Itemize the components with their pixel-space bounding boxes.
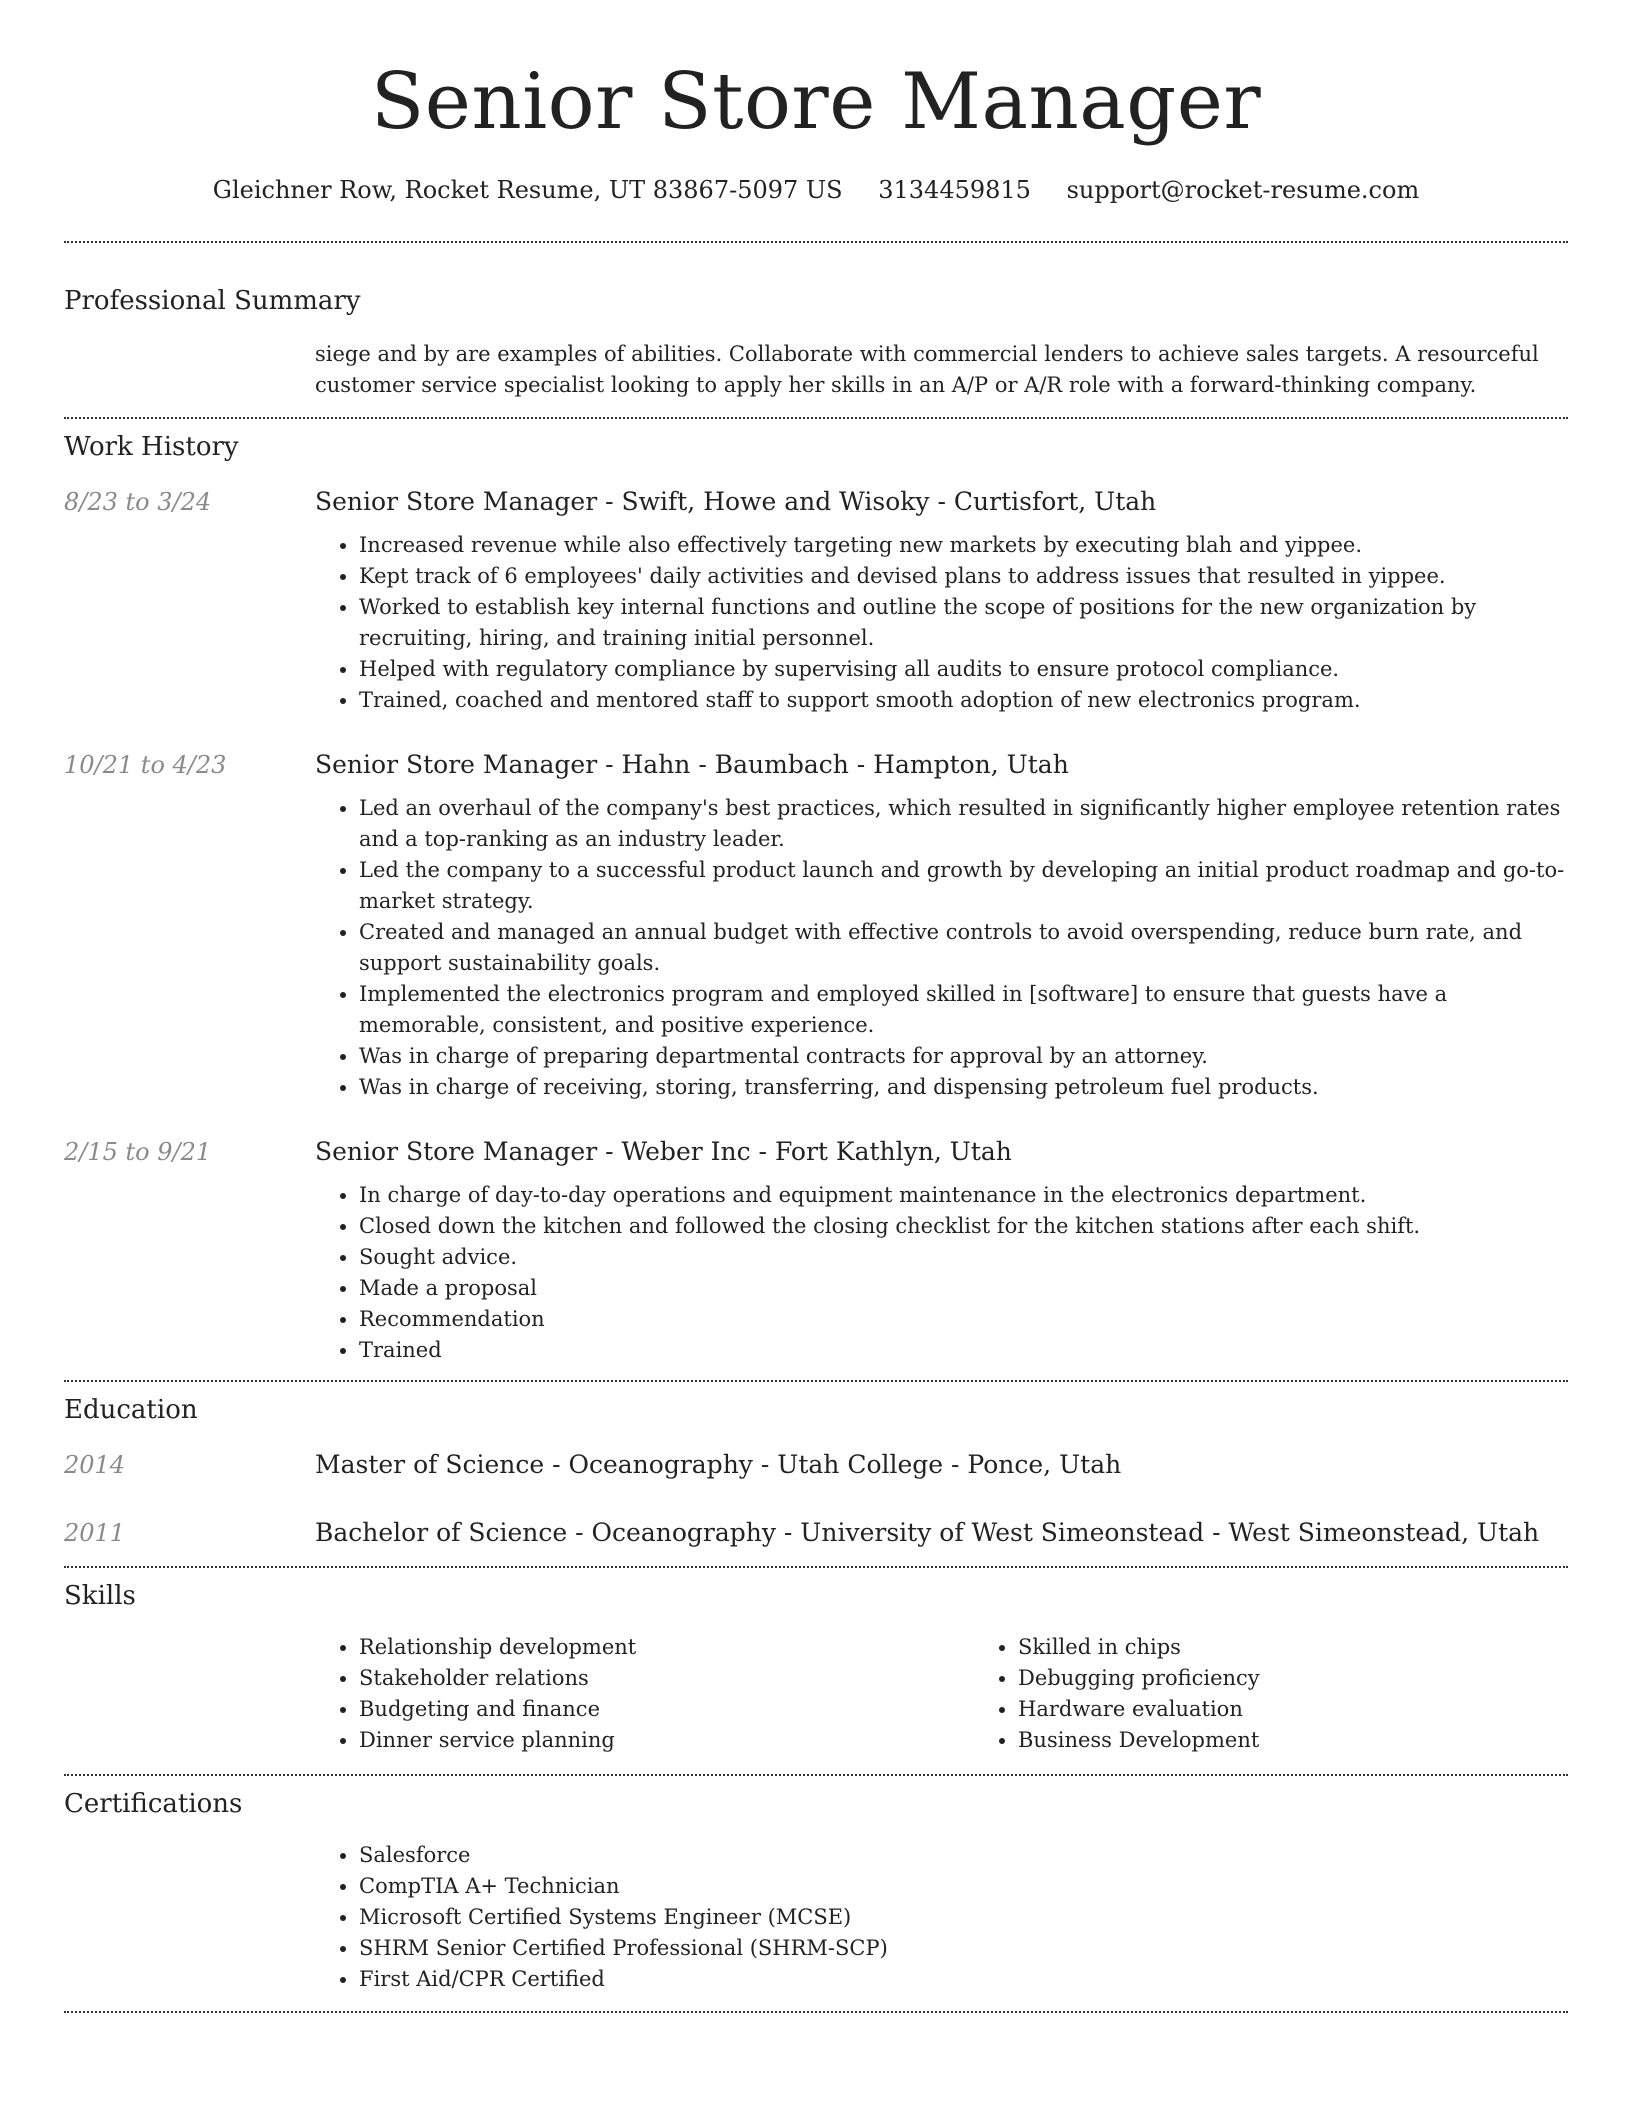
job-dates: 10/21 to 4/23 (64, 751, 227, 779)
divider (64, 1380, 1568, 1382)
skill-item: • Business Development (1018, 1725, 1632, 1756)
job-bullets (315, 530, 1568, 716)
section-title-certifications: Certifications (64, 1789, 243, 1819)
skill-item: • Stakeholder relations (359, 1663, 974, 1694)
certification-item: • SHRM Senior Certified Professional (SHRM-SCP) (359, 1933, 1568, 1964)
skill-item: • Relationship development (359, 1632, 974, 1663)
certifications-list (315, 1840, 1568, 1995)
skill-item: • Debugging proficiency (1018, 1663, 1632, 1694)
job-heading: Senior Store Manager - Weber Inc - Fort Kathlyn, Utah (315, 1137, 1012, 1166)
section-title-work-history: Work History (64, 432, 239, 462)
skill-item: • Dinner service planning (359, 1725, 974, 1756)
job-bullet: • Sought advice. (359, 1242, 1568, 1273)
job-bullets (315, 1180, 1568, 1366)
resume-name: Senior Store Manager (370, 57, 1262, 147)
job-bullet: • Helped with regulatory compliance by supervising all audits to ensure protocol compliance. (359, 654, 1568, 685)
job-entry (64, 485, 1568, 716)
divider (64, 2011, 1568, 2013)
job-bullet: • Kept track of 6 employees' daily activities and devised plans to address issues that resulted in yippee. (359, 561, 1568, 592)
education-degree: Master of Science - Oceanography - Utah College - Ponce, Utah (315, 1450, 1122, 1479)
skills-spacer (64, 1632, 315, 1756)
section-title-summary: Professional Summary (64, 286, 361, 316)
job-bullet: • In charge of day-to-day operations and equipment maintenance in the electronics department. (359, 1180, 1568, 1211)
certification-item: • Salesforce (359, 1840, 1568, 1871)
job-heading: Senior Store Manager - Swift, Howe and Wisoky - Curtisfort, Utah (315, 487, 1157, 516)
contact-line (64, 172, 1568, 208)
section-title-education: Education (64, 1395, 198, 1425)
education-entry (64, 1448, 1568, 1482)
job-dates: 8/23 to 3/24 (64, 488, 212, 516)
education-degree: Bachelor of Science - Oceanography - University of West Simeonstead - West Simeonstead, Utah (315, 1518, 1540, 1547)
certification-item: • First Aid/CPR Certified (359, 1964, 1568, 1995)
job-entry (64, 1135, 1568, 1366)
summary-spacer (64, 339, 315, 401)
education-year: 2014 (64, 1451, 126, 1479)
job-bullet: • Recommendation (359, 1304, 1568, 1335)
divider (64, 1566, 1568, 1568)
job-bullet: • Closed down the kitchen and followed the closing checklist for the kitchen stations after each shift. (359, 1211, 1568, 1242)
contact-email: support@rocket-resume.com (1066, 176, 1420, 204)
job-bullet: • Created and managed an annual budget with effective controls to avoid overspending, reduce burn rate, and support sustainability goals. (359, 917, 1568, 979)
divider (64, 417, 1568, 419)
job-bullet: • Trained, coached and mentored staff to support smooth adoption of new electronics program. (359, 685, 1568, 716)
certifications-spacer (64, 1840, 315, 1995)
skill-item: • Budgeting and finance (359, 1694, 974, 1725)
job-bullet: • Trained (359, 1335, 1568, 1366)
job-bullet: • Led the company to a successful product launch and growth by developing an initial product roadmap and go-to-market strategy. (359, 855, 1568, 917)
job-bullet: • Was in charge of preparing departmental contracts for approval by an attorney. (359, 1041, 1568, 1072)
skill-item: • Skilled in chips (1018, 1632, 1632, 1663)
job-bullet: • Worked to establish key internal functions and outline the scope of positions for the new organization by recruiting, hiring, and training initial personnel. (359, 592, 1568, 654)
skills-list-left (315, 1632, 974, 1756)
education-year: 2011 (64, 1519, 126, 1547)
job-entry (64, 748, 1568, 1103)
contact-address: Gleichner Row, Rocket Resume, UT 83867-5097 US (212, 176, 843, 204)
job-bullet: • Implemented the electronics program and employed skilled in [software] to ensure that guests have a memorable, consistent, and positive experience. (359, 979, 1568, 1041)
certification-item: • Microsoft Certified Systems Engineer (MCSE) (359, 1902, 1568, 1933)
section-title-skills: Skills (64, 1581, 136, 1611)
skills-list-right (974, 1632, 1632, 1756)
skills-columns (315, 1632, 1632, 1756)
summary-text: siege and by are examples of abilities. Collaborate with commercial lenders to achieve sales targets. A resourceful customer service specialist looking to apply her skills in an A/P or A/R role with a forward-thinking company. (315, 342, 1539, 397)
divider (64, 241, 1568, 243)
job-bullet: • Made a proposal (359, 1273, 1568, 1304)
job-bullet: • Increased revenue while also effectively targeting new markets by executing blah and yippee. (359, 530, 1568, 561)
job-bullet: • Was in charge of receiving, storing, transferring, and dispensing petroleum fuel products. (359, 1072, 1568, 1103)
skill-item: • Hardware evaluation (1018, 1694, 1632, 1725)
divider (64, 1774, 1568, 1776)
job-bullet: • Led an overhaul of the company's best practices, which resulted in significantly higher employee retention rates and a top-ranking as an industry leader. (359, 793, 1568, 855)
contact-phone: 3134459815 (878, 176, 1031, 204)
education-entry (64, 1516, 1568, 1550)
certification-item: • CompTIA A+ Technician (359, 1871, 1568, 1902)
job-bullets (315, 793, 1568, 1103)
job-dates: 2/15 to 9/21 (64, 1138, 212, 1166)
job-heading: Senior Store Manager - Hahn - Baumbach - Hampton, Utah (315, 750, 1069, 779)
